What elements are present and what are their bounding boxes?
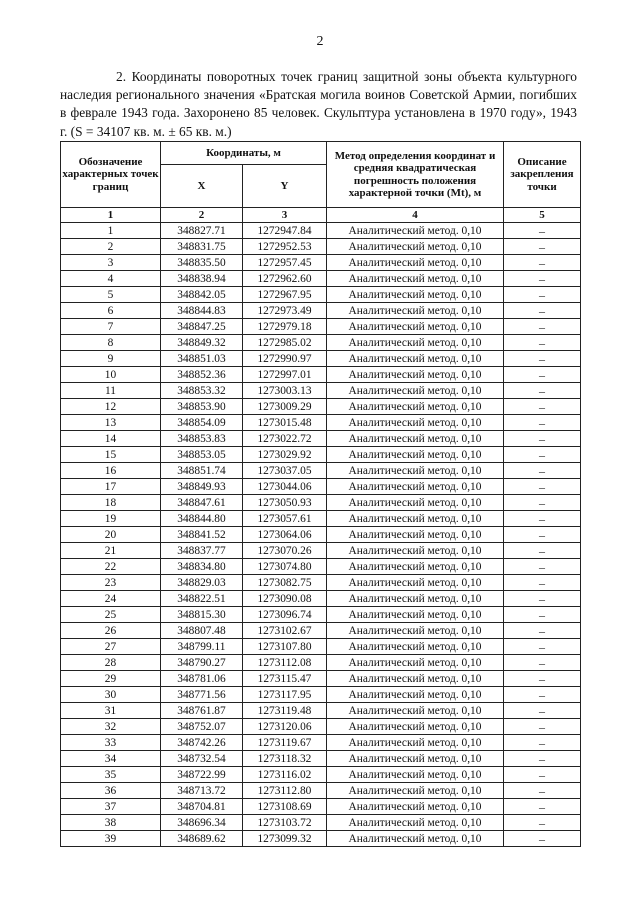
cell-point-number: 6 <box>61 303 161 319</box>
cell-point-number: 21 <box>61 543 161 559</box>
column-number: 1 <box>61 208 161 223</box>
table-row <box>61 815 581 831</box>
cell-description: – <box>504 623 581 639</box>
cell-description: – <box>504 367 581 383</box>
cell-method: Аналитический метод. 0,10 <box>327 239 504 255</box>
cell-description: – <box>504 703 581 719</box>
cell-y: 1273022.72 <box>243 431 327 447</box>
cell-x: 348844.83 <box>161 303 243 319</box>
cell-point-number: 8 <box>61 335 161 351</box>
cell-description: – <box>504 463 581 479</box>
table-row <box>61 367 581 383</box>
cell-method: Аналитический метод. 0,10 <box>327 447 504 463</box>
cell-point-number: 36 <box>61 783 161 799</box>
cell-description: – <box>504 319 581 335</box>
cell-method: Аналитический метод. 0,10 <box>327 495 504 511</box>
cell-method: Аналитический метод. 0,10 <box>327 223 504 239</box>
cell-x: 348704.81 <box>161 799 243 815</box>
cell-method: Аналитический метод. 0,10 <box>327 335 504 351</box>
table-row <box>61 527 581 543</box>
header-coordinates: Координаты, м <box>161 142 327 165</box>
table-row <box>61 335 581 351</box>
cell-description: – <box>504 639 581 655</box>
cell-point-number: 9 <box>61 351 161 367</box>
cell-y: 1272957.45 <box>243 255 327 271</box>
cell-point-number: 25 <box>61 607 161 623</box>
column-number: 3 <box>243 208 327 223</box>
table-row <box>61 591 581 607</box>
cell-method: Аналитический метод. 0,10 <box>327 479 504 495</box>
cell-y: 1272990.97 <box>243 351 327 367</box>
cell-x: 348831.75 <box>161 239 243 255</box>
cell-x: 348799.11 <box>161 639 243 655</box>
cell-point-number: 28 <box>61 655 161 671</box>
cell-description: – <box>504 383 581 399</box>
cell-description: – <box>504 511 581 527</box>
cell-y: 1273009.29 <box>243 399 327 415</box>
table-row <box>61 783 581 799</box>
cell-method: Аналитический метод. 0,10 <box>327 511 504 527</box>
cell-y: 1273119.48 <box>243 703 327 719</box>
cell-method: Аналитический метод. 0,10 <box>327 703 504 719</box>
cell-y: 1273074.80 <box>243 559 327 575</box>
cell-description: – <box>504 751 581 767</box>
cell-y: 1273120.06 <box>243 719 327 735</box>
cell-x: 348847.25 <box>161 319 243 335</box>
cell-description: – <box>504 671 581 687</box>
cell-x: 348790.27 <box>161 655 243 671</box>
cell-y: 1273057.61 <box>243 511 327 527</box>
cell-x: 348771.56 <box>161 687 243 703</box>
cell-point-number: 10 <box>61 367 161 383</box>
cell-point-number: 19 <box>61 511 161 527</box>
cell-y: 1273037.05 <box>243 463 327 479</box>
cell-method: Аналитический метод. 0,10 <box>327 591 504 607</box>
cell-y: 1273029.92 <box>243 447 327 463</box>
cell-y: 1273112.08 <box>243 655 327 671</box>
cell-point-number: 15 <box>61 447 161 463</box>
cell-x: 348835.50 <box>161 255 243 271</box>
header-method: Метод определения координат и средняя квадратическая погрешность положения характерной точки (Мt), м <box>327 142 504 208</box>
table-row <box>61 687 581 703</box>
cell-y: 1273103.72 <box>243 815 327 831</box>
cell-x: 348854.09 <box>161 415 243 431</box>
cell-method: Аналитический метод. 0,10 <box>327 383 504 399</box>
table-row <box>61 719 581 735</box>
cell-y: 1272985.02 <box>243 335 327 351</box>
cell-method: Аналитический метод. 0,10 <box>327 367 504 383</box>
table-row <box>61 767 581 783</box>
table-row <box>61 239 581 255</box>
cell-description: – <box>504 799 581 815</box>
cell-description: – <box>504 687 581 703</box>
cell-description: – <box>504 287 581 303</box>
cell-point-number: 23 <box>61 575 161 591</box>
cell-x: 348842.05 <box>161 287 243 303</box>
cell-point-number: 35 <box>61 767 161 783</box>
table-row <box>61 495 581 511</box>
cell-y: 1273044.06 <box>243 479 327 495</box>
table-row <box>61 319 581 335</box>
cell-method: Аналитический метод. 0,10 <box>327 559 504 575</box>
cell-description: – <box>504 543 581 559</box>
cell-x: 348752.07 <box>161 719 243 735</box>
cell-point-number: 27 <box>61 639 161 655</box>
cell-point-number: 7 <box>61 319 161 335</box>
cell-description: – <box>504 527 581 543</box>
cell-point-number: 30 <box>61 687 161 703</box>
cell-point-number: 4 <box>61 271 161 287</box>
cell-description: – <box>504 303 581 319</box>
cell-y: 1273070.26 <box>243 543 327 559</box>
cell-method: Аналитический метод. 0,10 <box>327 831 504 847</box>
cell-y: 1272947.84 <box>243 223 327 239</box>
cell-method: Аналитический метод. 0,10 <box>327 431 504 447</box>
cell-description: – <box>504 495 581 511</box>
table-row <box>61 799 581 815</box>
table-row <box>61 655 581 671</box>
cell-point-number: 18 <box>61 495 161 511</box>
cell-point-number: 22 <box>61 559 161 575</box>
cell-description: – <box>504 271 581 287</box>
cell-method: Аналитический метод. 0,10 <box>327 767 504 783</box>
cell-method: Аналитический метод. 0,10 <box>327 287 504 303</box>
cell-x: 348696.34 <box>161 815 243 831</box>
cell-y: 1273115.47 <box>243 671 327 687</box>
cell-y: 1272962.60 <box>243 271 327 287</box>
table-body <box>61 223 581 847</box>
cell-x: 348851.74 <box>161 463 243 479</box>
cell-method: Аналитический метод. 0,10 <box>327 271 504 287</box>
table-row <box>61 463 581 479</box>
cell-y: 1272967.95 <box>243 287 327 303</box>
cell-point-number: 16 <box>61 463 161 479</box>
table-row <box>61 543 581 559</box>
cell-y: 1273082.75 <box>243 575 327 591</box>
cell-method: Аналитический метод. 0,10 <box>327 527 504 543</box>
header-y: Y <box>243 165 327 208</box>
cell-x: 348838.94 <box>161 271 243 287</box>
cell-method: Аналитический метод. 0,10 <box>327 799 504 815</box>
cell-description: – <box>504 735 581 751</box>
cell-method: Аналитический метод. 0,10 <box>327 399 504 415</box>
cell-x: 348853.90 <box>161 399 243 415</box>
cell-method: Аналитический метод. 0,10 <box>327 623 504 639</box>
cell-y: 1272997.01 <box>243 367 327 383</box>
cell-method: Аналитический метод. 0,10 <box>327 415 504 431</box>
table-row <box>61 223 581 239</box>
table-row <box>61 639 581 655</box>
cell-method: Аналитический метод. 0,10 <box>327 783 504 799</box>
table-row <box>61 703 581 719</box>
cell-method: Аналитический метод. 0,10 <box>327 303 504 319</box>
cell-x: 348713.72 <box>161 783 243 799</box>
cell-x: 348742.26 <box>161 735 243 751</box>
cell-method: Аналитический метод. 0,10 <box>327 735 504 751</box>
cell-point-number: 12 <box>61 399 161 415</box>
cell-description: – <box>504 719 581 735</box>
table-row <box>61 607 581 623</box>
cell-x: 348851.03 <box>161 351 243 367</box>
cell-method: Аналитический метод. 0,10 <box>327 655 504 671</box>
cell-x: 348807.48 <box>161 623 243 639</box>
cell-point-number: 33 <box>61 735 161 751</box>
cell-description: – <box>504 223 581 239</box>
cell-x: 348732.54 <box>161 751 243 767</box>
cell-method: Аналитический метод. 0,10 <box>327 255 504 271</box>
cell-y: 1273015.48 <box>243 415 327 431</box>
cell-x: 348822.51 <box>161 591 243 607</box>
cell-description: – <box>504 831 581 847</box>
cell-x: 348849.93 <box>161 479 243 495</box>
cell-y: 1273050.93 <box>243 495 327 511</box>
cell-y: 1273102.67 <box>243 623 327 639</box>
cell-description: – <box>504 335 581 351</box>
table-row <box>61 751 581 767</box>
cell-x: 348834.80 <box>161 559 243 575</box>
cell-y: 1273096.74 <box>243 607 327 623</box>
table-row <box>61 287 581 303</box>
table-row <box>61 447 581 463</box>
table-row <box>61 575 581 591</box>
cell-y: 1273119.67 <box>243 735 327 751</box>
cell-method: Аналитический метод. 0,10 <box>327 607 504 623</box>
column-number: 4 <box>327 208 504 223</box>
cell-x: 348853.83 <box>161 431 243 447</box>
cell-y: 1273116.02 <box>243 767 327 783</box>
cell-point-number: 39 <box>61 831 161 847</box>
cell-point-number: 1 <box>61 223 161 239</box>
table-row <box>61 351 581 367</box>
cell-description: – <box>504 815 581 831</box>
cell-description: – <box>504 591 581 607</box>
cell-method: Аналитический метод. 0,10 <box>327 671 504 687</box>
table-row <box>61 623 581 639</box>
table-row <box>61 383 581 399</box>
table-row <box>61 255 581 271</box>
table-row <box>61 431 581 447</box>
cell-x: 348853.05 <box>161 447 243 463</box>
cell-point-number: 38 <box>61 815 161 831</box>
column-number: 5 <box>504 208 581 223</box>
table-row <box>61 831 581 847</box>
cell-y: 1273090.08 <box>243 591 327 607</box>
cell-point-number: 34 <box>61 751 161 767</box>
column-number: 2 <box>161 208 243 223</box>
cell-point-number: 31 <box>61 703 161 719</box>
cell-point-number: 32 <box>61 719 161 735</box>
cell-point-number: 20 <box>61 527 161 543</box>
table-row <box>61 399 581 415</box>
cell-point-number: 24 <box>61 591 161 607</box>
cell-y: 1272973.49 <box>243 303 327 319</box>
cell-point-number: 3 <box>61 255 161 271</box>
cell-y: 1273118.32 <box>243 751 327 767</box>
table-row <box>61 735 581 751</box>
cell-x: 348849.32 <box>161 335 243 351</box>
cell-x: 348852.36 <box>161 367 243 383</box>
cell-x: 348761.87 <box>161 703 243 719</box>
cell-y: 1273064.06 <box>243 527 327 543</box>
cell-description: – <box>504 431 581 447</box>
cell-description: – <box>504 399 581 415</box>
cell-y: 1272979.18 <box>243 319 327 335</box>
cell-x: 348722.99 <box>161 767 243 783</box>
cell-point-number: 37 <box>61 799 161 815</box>
cell-point-number: 13 <box>61 415 161 431</box>
cell-point-number: 26 <box>61 623 161 639</box>
cell-point-number: 14 <box>61 431 161 447</box>
cell-y: 1272952.53 <box>243 239 327 255</box>
cell-method: Аналитический метод. 0,10 <box>327 463 504 479</box>
cell-x: 348781.06 <box>161 671 243 687</box>
cell-x: 348815.30 <box>161 607 243 623</box>
cell-y: 1273003.13 <box>243 383 327 399</box>
cell-description: – <box>504 575 581 591</box>
cell-description: – <box>504 255 581 271</box>
cell-y: 1273117.95 <box>243 687 327 703</box>
cell-method: Аналитический метод. 0,10 <box>327 751 504 767</box>
header-x: X <box>161 165 243 208</box>
cell-point-number: 29 <box>61 671 161 687</box>
cell-method: Аналитический метод. 0,10 <box>327 351 504 367</box>
cell-description: – <box>504 351 581 367</box>
table-row <box>61 303 581 319</box>
cell-x: 348829.03 <box>161 575 243 591</box>
cell-description: – <box>504 479 581 495</box>
cell-x: 348689.62 <box>161 831 243 847</box>
header-point: Обозначение характерных точек границ <box>61 142 161 208</box>
cell-x: 348837.77 <box>161 543 243 559</box>
cell-method: Аналитический метод. 0,10 <box>327 575 504 591</box>
cell-x: 348841.52 <box>161 527 243 543</box>
cell-description: – <box>504 559 581 575</box>
cell-description: – <box>504 783 581 799</box>
table-row <box>61 559 581 575</box>
cell-description: – <box>504 415 581 431</box>
header-description: Описание закрепления точки <box>504 142 581 208</box>
table-row <box>61 671 581 687</box>
cell-point-number: 5 <box>61 287 161 303</box>
cell-method: Аналитический метод. 0,10 <box>327 543 504 559</box>
table-row <box>61 271 581 287</box>
section-heading: 2. Координаты поворотных точек границ защитной зоны объекта культурного наследия регионального значения «Братская могила воинов Советской Армии, погибших в феврале 1943 года. Захоронено 85 человек. Скульптура установлена в 1970 году», 1943 г. (S = 34107 кв. м. ± 65 кв. м.) <box>60 69 577 139</box>
table-row <box>61 415 581 431</box>
cell-y: 1273099.32 <box>243 831 327 847</box>
cell-x: 348844.80 <box>161 511 243 527</box>
cell-method: Аналитический метод. 0,10 <box>327 687 504 703</box>
cell-point-number: 17 <box>61 479 161 495</box>
cell-method: Аналитический метод. 0,10 <box>327 815 504 831</box>
cell-x: 348847.61 <box>161 495 243 511</box>
coordinates-table <box>60 141 581 847</box>
cell-x: 348827.71 <box>161 223 243 239</box>
cell-description: – <box>504 447 581 463</box>
cell-x: 348853.32 <box>161 383 243 399</box>
cell-method: Аналитический метод. 0,10 <box>327 319 504 335</box>
cell-description: – <box>504 655 581 671</box>
cell-y: 1273112.80 <box>243 783 327 799</box>
cell-method: Аналитический метод. 0,10 <box>327 719 504 735</box>
cell-point-number: 11 <box>61 383 161 399</box>
cell-y: 1273107.80 <box>243 639 327 655</box>
cell-description: – <box>504 607 581 623</box>
table-row <box>61 511 581 527</box>
cell-description: – <box>504 239 581 255</box>
cell-point-number: 2 <box>61 239 161 255</box>
table-row <box>61 479 581 495</box>
cell-y: 1273108.69 <box>243 799 327 815</box>
page-number: 2 <box>316 34 324 49</box>
cell-description: – <box>504 767 581 783</box>
cell-method: Аналитический метод. 0,10 <box>327 639 504 655</box>
